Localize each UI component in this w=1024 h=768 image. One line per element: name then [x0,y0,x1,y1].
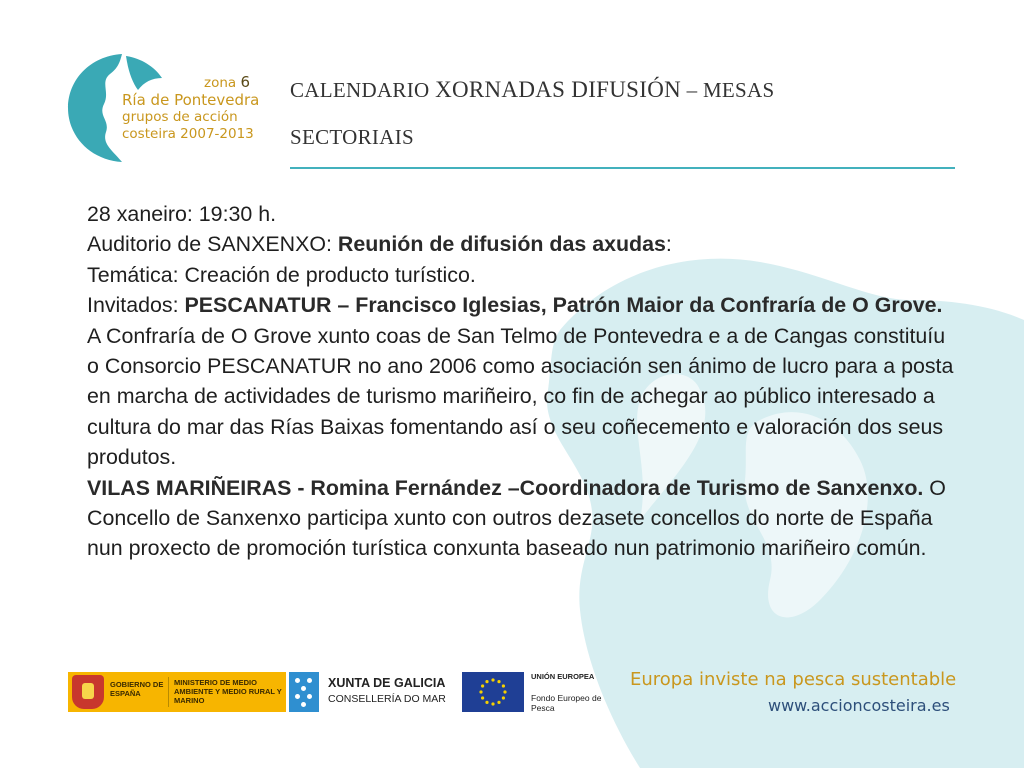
xunta-label: XUNTA DE GALICIA [328,676,446,690]
eu-label: UNIÓN EUROPEA [531,672,595,681]
invitados-bold: PESCANATUR – Francisco Iglesias, Patrón Maior da Confraría de O Grove. [184,293,943,318]
logo-zona: zona [204,75,237,91]
logo-zona-number: 6 [240,73,251,91]
title-mesas: – MESAS [686,78,775,102]
conselleria-label: CONSELLERÍA DO MAR [328,693,446,705]
page-title [290,66,890,161]
title-xornadas: XORNADAS DIFUSIÓN [435,77,682,102]
invitados-prefix: Invitados: [87,293,185,318]
title-divider [290,167,955,169]
vilas-bold: VILAS MARIÑEIRAS - Romina Fernández –Coordinadora de Turismo de Sanxenxo. [87,475,924,500]
venue-bold: Reunión de difusión das axudas [337,232,666,257]
event-vilas [87,473,957,564]
logo-grupos: grupos de acción [122,109,238,125]
footer-website: www.accioncosteira.es [768,696,950,715]
gobierno-separator [168,677,169,707]
venue-suffix: : [665,232,672,257]
gobierno-espana-logo [68,672,286,712]
xunta-galicia-emblem-icon [289,672,319,712]
ministerio-label: MINISTERIO DE MEDIO AMBIENTE Y MEDIO RURAL Y MARINO [174,678,282,705]
event-venue [87,229,957,259]
title-calendario: CALENDARIO [290,78,430,102]
fondo-label: Fondo Europeo de Pesca [531,693,602,713]
title-sectoriais: SECTORIAIS [290,125,414,149]
logo-text-block [122,74,272,143]
gobierno-label: GOBIERNO DE ESPAÑA [110,680,164,698]
event-date: 28 xaneiro: 19:30 h. [87,202,277,226]
event-description [87,199,957,564]
invitados-text: A Confraría de O Grove xunto coas de San Telmo de Pontevedra e a de Cangas constituíu o Consorcio PESCANATUR no ano 2006 como asociación sen ánimo de lucro para a posta en marcha de actividades de turismo mariñeiro, co fin de achegar ao público interesado a cultura do mar das Rías Baixas fomentando así o seu coñecemento e valoración dos seus produtos. [87,323,954,470]
spain-coat-of-arms-icon [72,675,104,709]
logo-ria: Ría de Pontevedra [122,91,260,109]
logo-costeira: costeira 2007-2013 [122,126,254,142]
venue-prefix: Auditorio de SANXENXO: [87,232,338,257]
event-tematica: Temática: Creación de producto turístico. [87,262,476,287]
eu-flag-icon [462,672,524,712]
event-invitados [87,290,957,472]
vilas-text: O Concello de Sanxenxo participa xunto con outros dezasete concellos do norte de España nun proxecto de promoción turística conxunta baseado nun patrimonio mariñeiro común. [87,475,946,561]
footer-slogan: Europa inviste na pesca sustentable [630,669,957,690]
